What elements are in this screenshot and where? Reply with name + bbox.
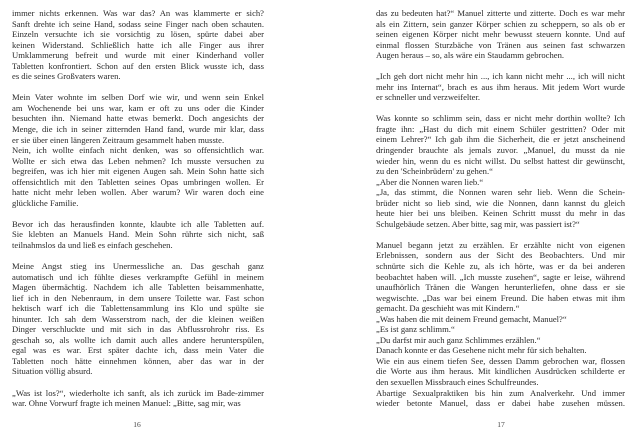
text-line: Tabletten noch hätte einnehmen können, aber das war in der: [12, 355, 264, 366]
text-line: er schneller und verzweifelter.: [376, 92, 481, 103]
text-line: „Du darfst mir auch ganz Schlimmes erzählen.“: [376, 334, 541, 345]
page-number-left: 16: [133, 420, 141, 429]
text-line: Was konnte so schlimm sein, dass er nicht mehr dorthin wollte? Ich: [376, 113, 625, 124]
text-line: besuchten ihn. Niemand hatte etwas bemerkt. Doch angesichts der: [12, 113, 264, 124]
text-line: mehr ins Internat“, brach es aus ihm heraus. Mit jedem Wort wurde: [376, 81, 625, 92]
text-line: wieder hin, wenn du es nicht willst. Du selbst hattest dir gewünscht,: [376, 155, 625, 166]
paragraph: [376, 345, 625, 356]
right-page-text: [376, 8, 625, 409]
text-line: er sie über einen längeren Zeitraum gesammelt haben musste.: [12, 134, 225, 145]
text-line: gemacht. Da geschieht was mit Kindern.“: [376, 303, 520, 314]
text-line: offensichtlich mit den Tabletten seines Opas umbringen wollen. Er: [12, 176, 264, 187]
text-line: Danach konnte er das Gesehene nicht mehr für sich behalten.: [376, 345, 587, 356]
paragraph: [376, 388, 625, 409]
left-page-text: [12, 8, 264, 409]
text-line: Sie klebten an Manuels Hand. Mein Sohn rührte sich nicht, saß: [12, 229, 264, 240]
paragraph: [376, 113, 625, 176]
text-line: wegwischte. „Das war bei einem Freund. Die haben etwas mit ihm: [376, 292, 625, 303]
text-line: „Es ist ganz schlimm.“: [376, 324, 455, 335]
text-line: als ein Zittern, sein ganzer Körper schien zu scheppern, so als ob er: [376, 18, 625, 29]
paragraph: [376, 240, 625, 314]
text-line: beobachtet haben will. „Ich musste zusehen“, sagte er leise, während: [376, 271, 625, 282]
text-line: Wollte er sich etwa das Leben nehmen? Ich musste versuchen zu: [12, 155, 264, 166]
text-line: Dinger verschluckte und mit sich in das Abflussrohrohr riss. Es: [12, 324, 264, 335]
text-line: geschah so, als wollte ich damit auch alles andere herunterspülen,: [12, 334, 264, 345]
text-line: Menge, die ich in seiner zitternden Hand fand, wurde mir klar, dass: [12, 123, 264, 134]
paragraph: [376, 335, 625, 346]
text-line: automatisch und ich fühlte dieses verkrampfte Gefühl in meinem: [12, 271, 264, 282]
text-line: glückliche Familie.: [12, 197, 79, 208]
text-line: „Was haben die mit deinem Freund gemacht, Manuel?“: [376, 313, 567, 324]
text-line: Mein Vater wohnte im selben Dorf wie wir, und wenn sein Enkel: [12, 92, 264, 103]
text-line: Bevor ich das herausfinden konnte, klaubte ich alle Tabletten auf.: [12, 218, 264, 229]
paragraph: [376, 8, 625, 61]
text-line: „Ich geh dort nicht mehr hin ..., ich kann nicht mehr ..., ich will nicht: [376, 71, 625, 82]
paragraph: [12, 261, 264, 377]
text-line: Situation völlig absurd.: [12, 366, 93, 377]
text-line: Wie ein aus einem tiefen See, dessen Damm gebrochen war, flossen: [376, 355, 625, 366]
paragraph: [376, 71, 625, 103]
text-line: hinunter. Ich sah dem Wasserstrom nach, der die kleinen weißen: [12, 313, 264, 324]
text-line: Abartige Sexualpraktiken bis hin zum Analverkehr. Und immer: [376, 387, 625, 398]
text-line: Schulgebäude setzen. Aber bitte, sag mir, was passiert ist?“: [376, 218, 580, 229]
text-line: unaufhörlich Tränen die Wangen herunterliefen, ohne dass er sie: [376, 282, 625, 293]
text-line: einem Lehrer?“ Ich gab ihm die Sicherheit, die er jetzt anscheinend: [376, 134, 625, 145]
text-line: hatte nicht mehr leben wollen. Aber warum? Wir waren doch eine: [12, 187, 264, 198]
paragraph: [376, 177, 625, 188]
paragraph: [376, 356, 625, 388]
text-line: immer nichts erkennen. Was war das? An was klammerte er sich?: [12, 8, 264, 18]
text-line: Sanft drehte ich seine Hand, sodass seine Finger nach oben schauten.: [12, 18, 264, 29]
text-line: dringender brauchte als jemals zuvor. „Manuel, du musst da nie: [376, 145, 625, 156]
paragraph: [12, 8, 264, 82]
text-line: Meine Angst stieg ins Unermessliche an. Das geschah ganz: [12, 260, 264, 271]
text-line: „Ja, das stimmt, die Nonnen waren sehr lieb. Wenn die Schein-: [376, 187, 625, 198]
text-line: Tabletten konfrontiert. Schon auf den ersten Blick wusste ich, dass: [12, 60, 264, 71]
text-line: egal was es war. Erst später dachte ich, dass mein Vater die: [12, 345, 264, 356]
text-line: Nein, ich wollte einfach nicht denken, was so offensichtlich war.: [12, 145, 264, 156]
text-line: Erlebnissen, sondern aus der Sicht des Beobachters. Und mir: [376, 250, 625, 261]
text-line: es die seines Großvaters waren.: [12, 71, 121, 82]
text-line: zu den 'Scheinbrüdern' zu gehen.“: [376, 166, 493, 177]
text-line: Umklammerung befreit und wurde mit einer Kinderhand voller: [12, 50, 264, 61]
text-line: am Wochenende bei uns war, kam er oft zu uns oder die Kinder: [12, 102, 264, 113]
text-line: begreifen, was ich hier mit eigenen Augen sah. Mein Sohn hatte sich: [12, 166, 264, 177]
text-line: brüder nicht so lieb sind, wie die Nonnen, dann kannst du gleich: [376, 197, 625, 208]
text-line: den sexuellen Missbrauch eines Schulfreundes.: [376, 377, 539, 387]
page-number-right: 17: [497, 420, 505, 429]
text-line: hektisch warf ich die Tablettensammlung ins Klo und spülte sie: [12, 303, 264, 314]
text-line: wieder betonte Manuel, dass er dabei habe zusehen müssen.: [376, 398, 625, 409]
text-line: war. Ohne Vorwurf fragte ich meinen Manuel: „Bitte, sag mir, was: [12, 398, 241, 409]
text-line: schnürte sich die Kehle zu, als ich hörte, was er da bei anderen: [376, 260, 625, 271]
text-line: „Was ist los?“, wiederholte ich sanft, als ich zurück im Bade-zimmer: [12, 387, 264, 398]
paragraph: [12, 92, 264, 145]
text-line: lief ich in den Nebenraum, in dem unsere Toilette war. Fast schon: [12, 292, 264, 303]
paragraph: [12, 145, 264, 208]
text-line: fragte ihn: „Hast du dich mit einem Schüler gestritten? Oder mit: [376, 123, 625, 134]
text-line: das zu bedeuten hat?“ Manuel zitterte und zitterte. Doch es war mehr: [376, 8, 625, 18]
text-line: einmal flossen Sturzbäche von Tränen aus seinen fast schwarzen: [376, 39, 625, 50]
text-line: „Aber die Nonnen waren lieb.“: [376, 176, 484, 187]
text-line: die Worte aus ihm heraus. Mit kindlichen Ausdrücken schilderte er: [376, 366, 625, 377]
text-line: Manuel begann jetzt zu erzählen. Er erzählte nicht von eigenen: [376, 239, 625, 250]
text-line: keinen Widerstand. Schließlich hatte ich alle Finger aus ihrer: [12, 39, 264, 50]
text-line: Einzeln versuchte ich sie vorsichtig zu lösen, spürte dabei aber: [12, 29, 264, 40]
text-line: Magen übermächtig. Nachdem ich alle Tabletten beisammenhatte,: [12, 282, 264, 293]
text-line: heute hier bei uns bleiben. Keinen Schritt musst du mehr in das: [376, 208, 625, 219]
paragraph: [376, 187, 625, 229]
paragraph: [376, 324, 625, 335]
paragraph: [12, 388, 264, 409]
paragraph: [376, 314, 625, 325]
paragraph: [12, 219, 264, 251]
text-line: teilnahmslos da und ließ es einfach geschehen.: [12, 239, 173, 250]
text-line: seinen eigenen Körper nicht mehr bewusst steuern konnte. Und auf: [376, 29, 625, 40]
text-line: Augen heraus – so, als wäre ein Staudamm gebrochen.: [376, 50, 565, 61]
